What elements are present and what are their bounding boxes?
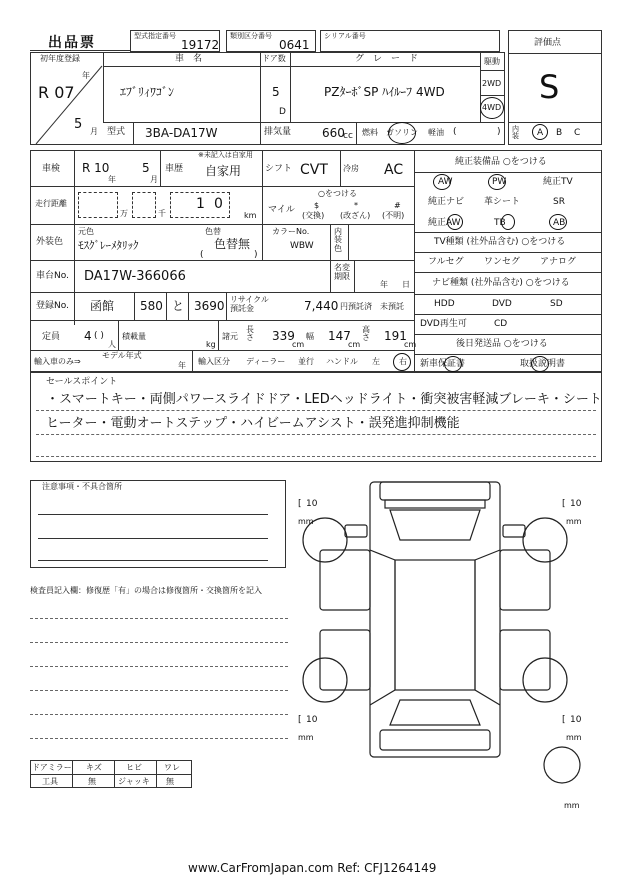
mileage-sen-box (132, 192, 156, 218)
length-value: 339 (272, 329, 295, 343)
tire-br-unit: mm (566, 733, 582, 742)
name-change-day: 日 (402, 280, 410, 289)
recycle-label: リサイクル預託金 (230, 295, 269, 313)
first-reg-slash (30, 52, 105, 145)
hash: # (394, 201, 401, 210)
model-year-label: モデル年式 (102, 351, 142, 360)
title-underline (30, 50, 130, 51)
navi-sd: SD (550, 299, 563, 309)
displacement-label: 排気量 (264, 127, 292, 137)
inspection-year-unit: 年 (108, 175, 116, 184)
interior-a: A (537, 128, 544, 138)
disp-div (260, 122, 261, 145)
capacity-label: 定員 (42, 332, 61, 342)
cooling-label: 冷房 (343, 164, 359, 173)
original-color-label: 元色 (78, 227, 94, 236)
reg-area: 函館 (90, 299, 115, 313)
equip-genuine-aw: 純正AW (428, 218, 461, 228)
load-label: 積載量 (122, 332, 146, 341)
equip-leather: 革シート (484, 197, 521, 207)
recycle-value: 7,440 (304, 299, 339, 313)
grade-col-label: グ レ ー ド (355, 54, 419, 64)
inspection-year: R 10 (82, 161, 110, 175)
car-name-label: 車 名 (175, 54, 203, 64)
r6d2 (218, 320, 219, 350)
history-value: 自家用 (205, 164, 242, 178)
equip-ab-circle (549, 214, 567, 230)
fuel-diesel: 軽油 (428, 128, 444, 137)
paint-code-value: 色替無 (214, 237, 251, 251)
r1d1 (160, 150, 161, 186)
inspection-month: 5 (142, 161, 150, 175)
tools-c1 (72, 760, 73, 788)
vdiv-h2 (260, 66, 480, 67)
caution-rule3 (38, 560, 268, 561)
spare-tire-unit: mm (564, 801, 580, 810)
reg-class: 580 (140, 299, 163, 313)
tire-tl-bracket: [ (298, 499, 302, 509)
navi-dvd-play: DVD再生可 (420, 319, 467, 329)
mile-label: マイル (268, 205, 295, 215)
width-value: 147 (328, 329, 351, 343)
star-note: (改ざん) (340, 211, 371, 220)
model-value: 3BA-DA17W (145, 126, 218, 140)
color-no-value: WBW (290, 241, 314, 251)
inspector-rule1 (30, 618, 288, 619)
drive-div2 (480, 95, 505, 96)
name-change-label: 名変期限 (334, 263, 350, 281)
category-label: 類別区分番号 (230, 32, 272, 40)
capacity-value: 4 (84, 329, 92, 343)
chassis-label: 車台No. (36, 271, 69, 281)
caution-box (30, 480, 286, 568)
mileage-sen: 千 (158, 209, 166, 218)
inspector-label: 検査員記入欄：修復歴「有」の場合は修復箇所・交換箇所を記入 (30, 586, 262, 595)
tire-bl-value: 10 (306, 715, 318, 725)
handle-label: ハンドル (326, 357, 358, 366)
mileage-digit: 0 (214, 196, 223, 212)
vehicle-grade: PZﾀｰﾎﾞSP ﾊｲﾙｰﾌ 4WD (324, 85, 445, 99)
cooling-value: AC (384, 162, 404, 178)
inspector-rule3 (30, 666, 288, 667)
docs-warranty-circle (444, 356, 462, 372)
capacity-unit: 人 (108, 340, 116, 349)
vdiv-h1 (103, 66, 260, 67)
equip-genuine-navi: 純正ナビ (428, 197, 465, 207)
recycle-status: 円預託済 (340, 302, 372, 311)
docs-warranty: 新車保証書 (420, 359, 466, 369)
vdiv1 (103, 52, 104, 122)
interior-color-label: 内装色 (334, 227, 342, 253)
tools-mirror: ドアミラー (32, 763, 72, 772)
eq-h6 (414, 314, 602, 315)
dim-label: 諸元 (222, 332, 238, 341)
color-no-label: カラーNo. (272, 227, 310, 236)
import-label: 輸入車のみ⇒ (34, 357, 81, 366)
caution-rule1 (38, 514, 268, 515)
history-label: 車歴 (165, 164, 184, 174)
door-type: D (279, 107, 286, 117)
mileage-unit: km (244, 211, 257, 220)
equip-pw: PW (492, 177, 507, 187)
height-value: 191 (384, 329, 407, 343)
tools-tool-value: 無 (88, 777, 96, 786)
paint-code-label: 色替 (205, 227, 221, 236)
name-change-year: 年 (380, 280, 388, 289)
genuine-equip-label: 純正装備品 ○をつける (455, 157, 547, 167)
shift-value: CVT (300, 162, 328, 178)
docs-manual: 取扱説明書 (520, 359, 566, 369)
first-reg-year-unit: 年 (82, 71, 90, 80)
footer (188, 862, 436, 874)
original-color-value: ﾓｽｸﾞﾚｰﾒﾀﾘｯｸ (78, 239, 139, 252)
first-reg-month-unit: 月 (90, 127, 98, 136)
tools-tool: 工具 (42, 777, 58, 786)
sales-rule3 (36, 456, 596, 457)
load-unit: kg (206, 340, 216, 349)
drive-label: 駆動 (484, 57, 500, 66)
tv-fullseg: フルセグ (428, 257, 464, 267)
drive-4wd: 4WD (482, 103, 502, 112)
inspector-rule5 (30, 714, 288, 715)
interior-label: 内装 (512, 125, 519, 140)
first-reg-month: 5 (74, 117, 83, 132)
door-label: ドア数 (262, 54, 286, 63)
r5d3 (188, 292, 189, 320)
caution-label: 注意事項・不具合箇所 (42, 482, 122, 491)
tire-bl-unit: mm (298, 733, 314, 742)
chassis-value: DA17W-366066 (84, 269, 186, 284)
tools-crack: ヒビ (126, 763, 142, 772)
equip-ab: AB (553, 218, 566, 228)
shift-label: シフト (265, 164, 293, 174)
footer-ref: Ref: CFJ1264149 (337, 861, 437, 875)
model-label: 型式 (107, 127, 126, 137)
tire-bl-bracket: [ (298, 715, 302, 725)
sales-line2: ヒーター・電動オートステップ・ハイビームアシスト・誤発進抑制機能 (46, 416, 460, 431)
tire-tr-bracket: [ (562, 499, 566, 509)
navi-type-label: ナビ種類 (社外品含む) ○をつける (432, 278, 570, 288)
import-dealer: ディーラー (246, 357, 286, 366)
reg-no-label: 登録No. (36, 301, 69, 311)
handle-right: 右 (399, 357, 407, 366)
tools-c3 (156, 760, 157, 788)
width-unit: cm (348, 340, 361, 349)
r3-bottom (30, 260, 414, 261)
car-diagram (300, 470, 610, 790)
tire-tr-unit: mm (566, 517, 582, 526)
r4d1 (330, 260, 331, 292)
inspector-rule2 (30, 642, 288, 643)
caution-rule2 (38, 538, 268, 539)
docs-manual-circle (531, 356, 549, 372)
tools-break: ワレ (164, 763, 180, 772)
fuel-label: 燃料 (362, 128, 378, 137)
form-title: 出品票 (48, 35, 96, 51)
eq-h1 (414, 172, 602, 173)
tools-jack: ジャッキ (118, 777, 150, 786)
category-value: 0641 (279, 38, 310, 52)
tools-c2 (114, 760, 115, 788)
grade-label: 評価点 (534, 38, 562, 48)
drive-2wd: 2WD (482, 79, 502, 88)
sales-line1: ・スマートキー・両側パワースライドドア・LEDヘッドライト・衝突被害軽減ブレーキ・シート (46, 392, 602, 407)
displacement-unit: cc (343, 131, 353, 141)
interior-a-circle (532, 124, 548, 140)
serial-label: シリアル番号 (324, 32, 366, 40)
eq-h3 (414, 252, 602, 253)
sales-rule2 (36, 434, 596, 435)
exterior-color-label: 外装色 (36, 237, 64, 247)
fuel-gasoline: ガソリン (386, 128, 418, 137)
equip-aw-circle (433, 174, 451, 190)
r1-bottom (30, 186, 414, 187)
import-parallel: 並行 (298, 357, 314, 366)
serial-cell (320, 30, 500, 52)
tire-tl-unit: mm (298, 517, 314, 526)
r7d1 (192, 350, 193, 372)
grade-score: S (539, 68, 560, 106)
navi-hdd: HDD (434, 299, 455, 309)
dollar: $ (314, 201, 320, 210)
mileage-label: 走行距離 (35, 199, 67, 208)
model-cert-value: 19172 (181, 38, 220, 52)
first-reg-year: R 07 (38, 83, 75, 102)
eq-h5 (414, 294, 602, 295)
tv-oneseg: ワンセグ (484, 257, 521, 267)
r3d1 (262, 224, 263, 260)
handle-right-circle (393, 353, 411, 371)
equip-tb-circle (501, 214, 515, 230)
docs-label: 後日発送品 ○をつける (456, 339, 548, 349)
r1d3 (340, 150, 341, 186)
fuel-paren-close: ) (497, 127, 501, 137)
car-name: ｴﾌﾞﾘｨﾜｺﾞﾝ (120, 85, 175, 99)
first-reg-label: 初年度登録 (40, 54, 80, 63)
r5d4 (226, 292, 227, 320)
drive-div1 (480, 70, 505, 71)
vdiv2 (260, 52, 261, 122)
model-cert-label: 型式指定番号 (134, 32, 176, 40)
paint-paren-open: ( (200, 250, 204, 260)
model-cert-cell (130, 30, 220, 52)
equip-pw-circle (488, 174, 506, 190)
navi-cd: CD (494, 319, 508, 329)
vdiv3 (290, 52, 291, 122)
mileage-man-box (78, 192, 118, 218)
r2d1 (262, 186, 263, 224)
tire-br-bracket: [ (562, 715, 566, 725)
inspection-month-unit: 月 (150, 175, 158, 184)
mileage-man: 万 (120, 209, 128, 218)
tv-analog: アナログ (540, 257, 577, 267)
fuel-gasoline-circle (388, 122, 416, 144)
eq-h7 (414, 334, 602, 335)
reg-number: 3690 (194, 299, 225, 313)
interior-div (508, 122, 602, 123)
tire-br-value: 10 (570, 715, 582, 725)
r2-bottom (30, 224, 414, 225)
tools-scratch: キズ (86, 763, 102, 772)
door-count: 5 (272, 85, 280, 99)
r1d2 (262, 150, 263, 186)
r6-bottom (30, 350, 414, 351)
sales-rule1 (36, 410, 596, 411)
drive-4wd-circle (480, 97, 504, 119)
tv-type-label: TV種類 (社外品含む) ○をつける (434, 237, 566, 247)
star: * (354, 201, 358, 210)
hash-note: (不明) (382, 211, 405, 220)
row-div (103, 122, 505, 123)
handle-left: 左 (372, 357, 380, 366)
equip-genuine-tv: 純正TV (543, 177, 573, 187)
dollar-note: (交換) (302, 211, 325, 220)
tire-tr-value: 10 (570, 499, 582, 509)
tire-tl-value: 10 (306, 499, 318, 509)
history-note: ※未記入は自家用 (198, 151, 253, 159)
length-label: 長さ (246, 325, 254, 343)
sales-label: セールスポイント (46, 377, 118, 387)
equip-tb: TB (494, 218, 506, 228)
category-cell (226, 30, 316, 52)
r4-bottom (30, 292, 414, 293)
inspection-label: 車検 (42, 164, 61, 174)
equip-sr: SR (553, 197, 565, 207)
equip-split (414, 150, 415, 372)
paint-paren-close: ) (254, 250, 258, 260)
model-div (133, 122, 134, 145)
r3d3 (348, 224, 349, 260)
model-year-unit: 年 (178, 361, 186, 370)
eq-h4 (414, 272, 602, 273)
fuel-paren-open: ( (453, 127, 457, 137)
interior-c: C (574, 128, 581, 138)
grade-divider (509, 53, 601, 54)
circle-note: ○をつける (318, 189, 357, 198)
displacement-value: 660 (322, 126, 345, 140)
navi-dvd: DVD (492, 299, 512, 309)
r5d1 (134, 292, 135, 320)
inspector-rule4 (30, 690, 288, 691)
eq-h8 (414, 354, 602, 355)
reg-kana: と (172, 299, 185, 313)
interior-b: B (556, 128, 563, 138)
r6d1 (118, 320, 119, 350)
tools-jack-value: 無 (166, 777, 174, 786)
r5d2 (166, 292, 167, 320)
eq-h2 (414, 232, 602, 233)
width-label: 幅 (306, 332, 314, 341)
length-unit: cm (292, 340, 305, 349)
label-col (74, 150, 75, 325)
recycle-unpaid: 未預託 (380, 302, 404, 311)
r5-bottom (30, 320, 414, 321)
fuel-div (356, 122, 357, 145)
tools-mid (30, 774, 192, 775)
import-class-label: 輸入区分 (198, 357, 230, 366)
height-unit: cm (404, 340, 417, 349)
mileage-digit: 1 (196, 196, 205, 212)
capacity-paren: ( ) (94, 331, 104, 341)
r4d2 (354, 260, 355, 292)
height-label: 高さ (362, 325, 370, 343)
inspector-rule6 (30, 738, 288, 739)
r3d2 (330, 224, 331, 260)
footer-website: www.CarFromJapan.com (188, 861, 334, 875)
equip-genuine-aw-circle (447, 214, 463, 230)
equip-aw: AW (438, 177, 453, 187)
